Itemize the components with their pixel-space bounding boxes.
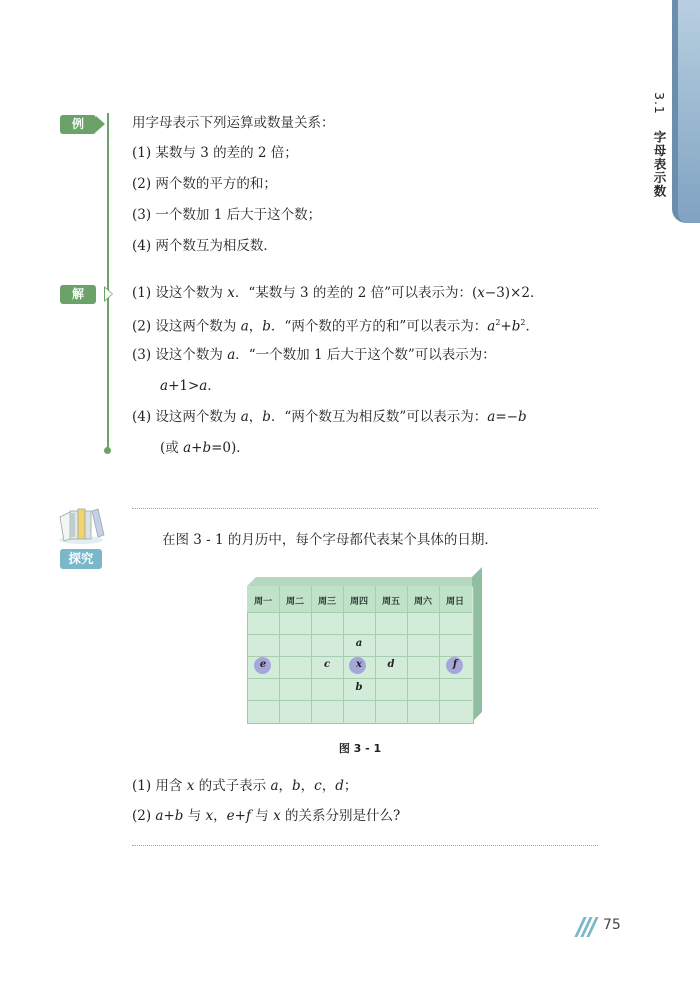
calendar-header-sat: 周六 — [413, 597, 432, 607]
calendar-grid-line — [279, 586, 280, 722]
figure-caption: 图 3 - 1 — [338, 742, 382, 755]
example-item-2: (2) 两个数的平方的和； — [132, 176, 277, 192]
solution-line-4: (4) 设这两个数为 a，b．“两个数互为相反数”可以表示为：a=−b — [132, 409, 527, 425]
books-icon — [56, 505, 106, 545]
explore-intro: 在图 3 - 1 的月历中，每个字母都代表某个具体的日期． — [162, 532, 498, 548]
solution-tag-arrow-inner — [105, 288, 112, 300]
chapter-tab-highlight — [678, 0, 700, 223]
calendar-header-thu: 周四 — [349, 597, 368, 607]
example-intro: 用字母表示下列运算或数量关系： — [132, 115, 335, 131]
solution-line-2: (2) 设这两个数为 a，b．“两个数的平方的和”可以表示为：$a^2+b^2$． — [132, 318, 539, 335]
calendar-letter-d: d — [387, 659, 395, 670]
calendar-top-face — [247, 577, 481, 586]
calendar-letter-e: e — [259, 659, 267, 670]
calendar-header-wed: 周三 — [317, 597, 336, 607]
section-number: 3.1 — [652, 92, 667, 115]
solution-tag: 解 — [60, 285, 96, 304]
example-item-1: (1) 某数与 3 的差的 2 倍； — [132, 145, 298, 161]
calendar-letter-x: x — [356, 659, 362, 670]
calendar-grid-line — [247, 634, 472, 635]
solution-line-1: (1) 设这个数为 x．“某数与 3 的差的 2 倍”可以表示为：(x−3)×2． — [132, 285, 544, 301]
calendar-grid-line — [247, 612, 472, 613]
explore-tag: 探究 — [60, 549, 102, 569]
example-item-4: (4) 两个数互为相反数． — [132, 238, 277, 254]
section-label — [648, 92, 668, 198]
calendar-grid-line — [247, 700, 472, 701]
calendar-header-tue: 周二 — [285, 597, 304, 607]
section-separator-top — [132, 508, 598, 509]
section-title: 字母表示数 — [652, 130, 667, 198]
calendar-grid-line — [311, 586, 312, 722]
calendar-header-sun: 周日 — [445, 597, 464, 607]
calendar-grid-line — [439, 586, 440, 722]
section-separator-bottom — [132, 845, 598, 846]
calendar-grid-line — [247, 678, 472, 679]
calendar-grid-line — [407, 586, 408, 722]
page-number: 75 — [603, 917, 621, 933]
calendar-header-mon: 周一 — [253, 597, 272, 607]
calendar-grid-line — [375, 586, 376, 722]
example-tag-arrow — [96, 116, 105, 132]
example-guide-line-top — [107, 113, 109, 133]
guide-line-end-dot — [104, 447, 111, 454]
calendar-header-fri: 周五 — [381, 597, 400, 607]
calendar-grid-line — [343, 586, 344, 722]
question-2: (2) a+b 与 x，e+f 与 x 的关系分别是什么? — [132, 808, 401, 824]
solution-line-3-cont: a+1>a． — [160, 378, 221, 394]
calendar-letter-b: b — [355, 682, 363, 693]
calendar-letter-c: c — [323, 659, 331, 670]
example-tag: 例 — [60, 115, 96, 134]
example-guide-line — [107, 113, 109, 451]
calendar-letter-f: f — [452, 659, 458, 670]
solution-line-3: (3) 设这个数为 a．“一个数加 1 后大于这个数”可以表示为： — [132, 347, 496, 363]
example-item-3: (3) 一个数加 1 后大于这个数； — [132, 207, 322, 223]
calendar-letter-a: a — [355, 638, 363, 649]
solution-line-4-cont: (或 a+b=0)． — [160, 440, 250, 456]
question-1: (1) 用含 x 的式子表示 a，b，c，d； — [132, 778, 358, 794]
